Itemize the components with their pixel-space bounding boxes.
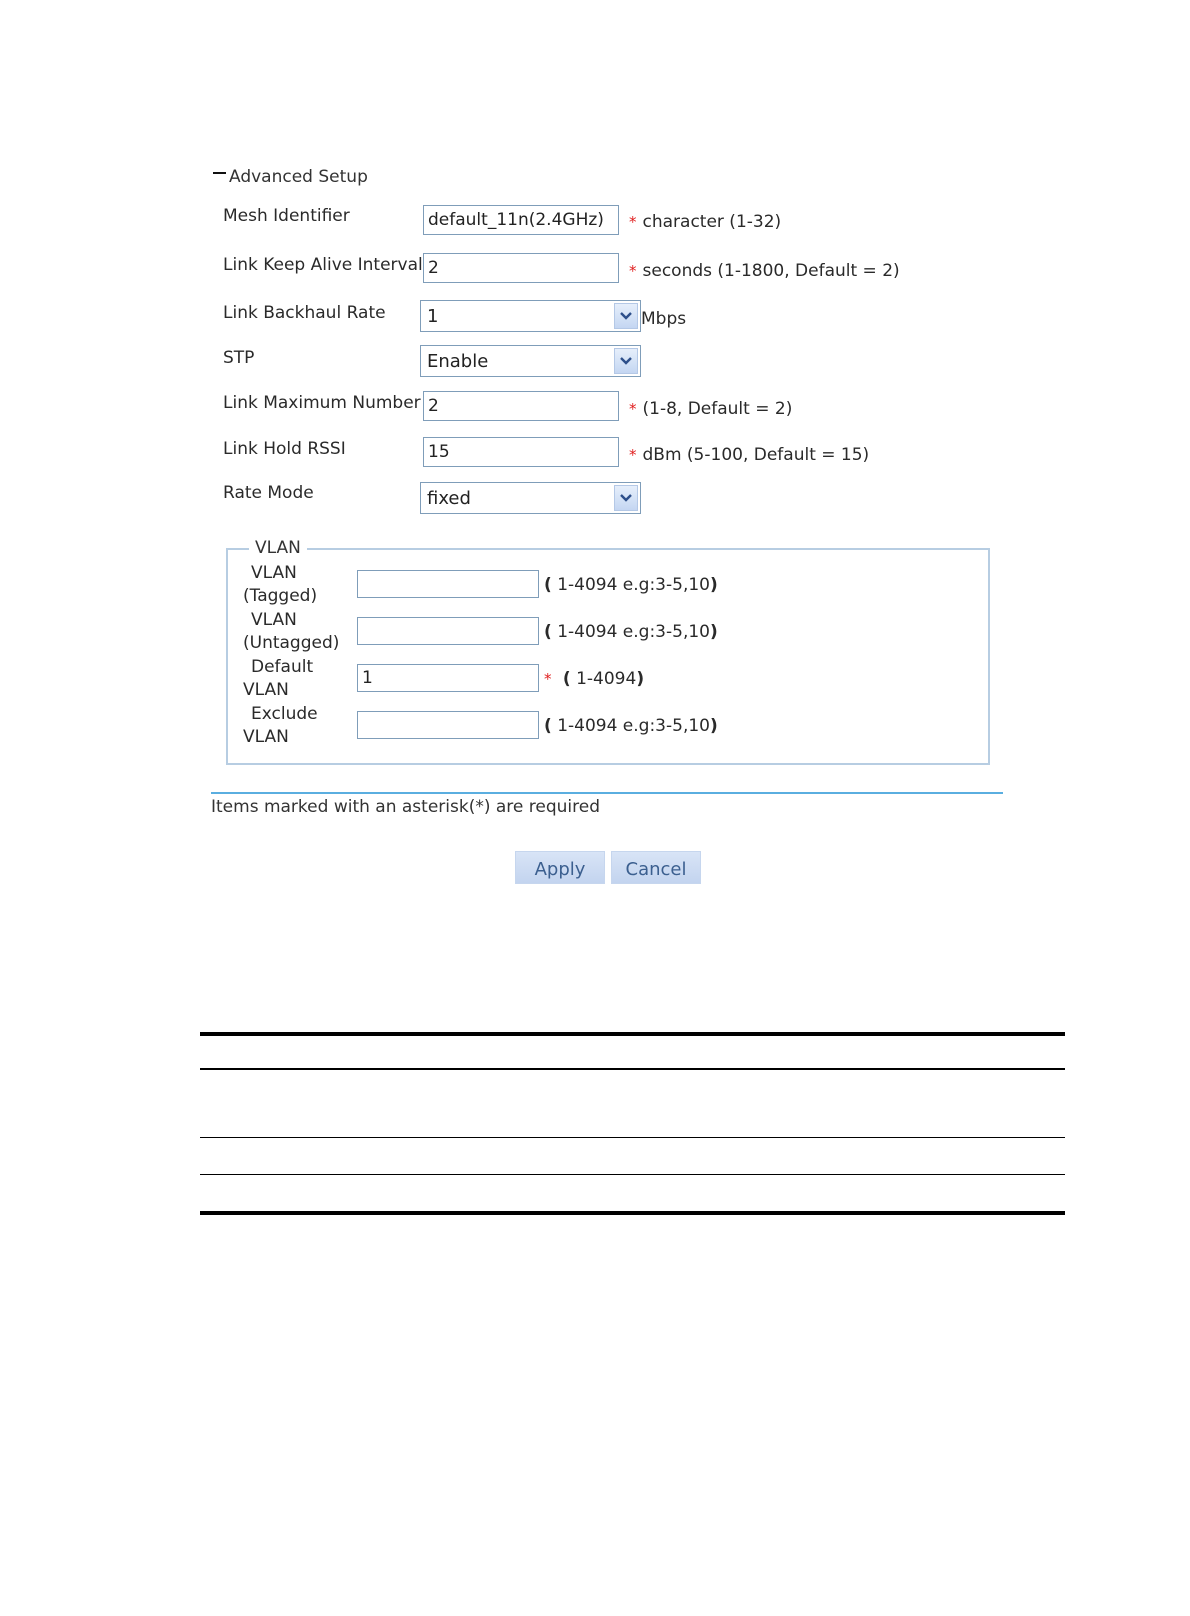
hint-text: dBm (5-100, Default = 15): [642, 445, 870, 465]
label-line-1: VLAN: [251, 610, 297, 630]
label-line-2: VLAN: [243, 680, 289, 700]
paren-open: (: [562, 669, 571, 689]
select-value: fixed: [427, 487, 471, 509]
hint-text: 1-4094 e.g:3-5,10: [557, 575, 710, 595]
label-line-1: Default: [251, 657, 314, 677]
select-value: Enable: [427, 350, 489, 372]
default-vlan-label: [243, 656, 343, 702]
rate-mode-label: Rate Mode: [223, 483, 314, 503]
stp-label: STP: [223, 348, 255, 368]
link-max-number-hint: [629, 399, 792, 419]
table-row-rule: [200, 1137, 1065, 1138]
required-footnote: Items marked with an asterisk(*) are required: [211, 797, 600, 817]
apply-button[interactable]: Apply: [515, 851, 605, 884]
mesh-identifier-hint: [629, 212, 781, 232]
label-line-2: (Tagged): [243, 586, 318, 606]
label-line-2: (Untagged): [243, 633, 340, 653]
chevron-down-icon[interactable]: [614, 348, 638, 374]
link-keep-alive-label: Link Keep Alive Interval: [223, 255, 423, 275]
hint-text: (1-8, Default = 2): [642, 399, 793, 419]
link-hold-rssi-input[interactable]: [423, 437, 619, 467]
vlan-untagged-hint: [544, 622, 718, 642]
required-marker: *: [629, 213, 637, 231]
table-row-rule: [200, 1174, 1065, 1175]
exclude-vlan-label: [243, 703, 343, 749]
link-max-number-label: Link Maximum Number: [223, 393, 421, 413]
chevron-down-icon[interactable]: [614, 303, 638, 329]
vlan-legend: VLAN: [249, 538, 307, 558]
required-marker: *: [629, 400, 637, 418]
exclude-vlan-input[interactable]: [357, 711, 539, 739]
select-value: 1: [427, 305, 439, 327]
default-vlan-hint: [544, 669, 644, 689]
link-backhaul-rate-label: Link Backhaul Rate: [223, 303, 386, 323]
required-marker: *: [629, 446, 637, 464]
mesh-identifier-label: Mesh Identifier: [223, 206, 350, 226]
mesh-identifier-input[interactable]: [423, 205, 619, 235]
link-hold-rssi-hint: [629, 445, 869, 465]
required-marker: *: [629, 262, 637, 280]
table-bottom-rule: [200, 1211, 1065, 1215]
link-max-number-input[interactable]: [423, 391, 619, 421]
hint-text: 1-4094: [576, 669, 637, 689]
hint-text: character (1-32): [642, 212, 782, 232]
label-line-2: VLAN: [243, 727, 289, 747]
vlan-tagged-input[interactable]: [357, 570, 539, 598]
paren-open: (: [544, 622, 552, 642]
chevron-down-icon[interactable]: [614, 485, 638, 511]
rate-mode-select[interactable]: [420, 482, 641, 514]
vlan-untagged-input[interactable]: [357, 617, 539, 645]
paren-close: ): [710, 575, 718, 595]
hint-text: seconds (1-1800, Default = 2): [642, 261, 900, 281]
link-keep-alive-input[interactable]: [423, 253, 619, 283]
table-top-rule: [200, 1032, 1065, 1036]
cancel-button[interactable]: Cancel: [611, 851, 701, 884]
section-title: Advanced Setup: [229, 167, 368, 187]
required-marker: *: [544, 670, 552, 688]
paren-open: (: [544, 575, 552, 595]
collapse-icon: [213, 172, 226, 174]
link-backhaul-rate-select[interactable]: [420, 300, 641, 332]
paren-close: ): [710, 716, 718, 736]
paren-close: ): [636, 669, 645, 689]
link-hold-rssi-label: Link Hold RSSI: [223, 439, 346, 459]
vlan-tagged-hint: [544, 575, 718, 595]
vlan-tagged-label: [243, 562, 343, 608]
vlan-untagged-label: [243, 609, 343, 655]
label-line-1: VLAN: [251, 563, 297, 583]
hint-text: 1-4094 e.g:3-5,10: [557, 622, 710, 642]
link-backhaul-rate-unit: Mbps: [641, 309, 687, 329]
exclude-vlan-hint: [544, 716, 718, 736]
table-header-rule: [200, 1068, 1065, 1070]
label-line-1: Exclude: [251, 704, 318, 724]
link-keep-alive-hint: [629, 261, 900, 281]
stp-select[interactable]: [420, 345, 641, 377]
paren-close: ): [710, 622, 718, 642]
default-vlan-input[interactable]: [357, 664, 539, 692]
divider: [211, 792, 1003, 794]
paren-open: (: [544, 716, 552, 736]
hint-text: 1-4094 e.g:3-5,10: [557, 716, 710, 736]
advanced-setup-toggle[interactable]: [213, 167, 368, 187]
